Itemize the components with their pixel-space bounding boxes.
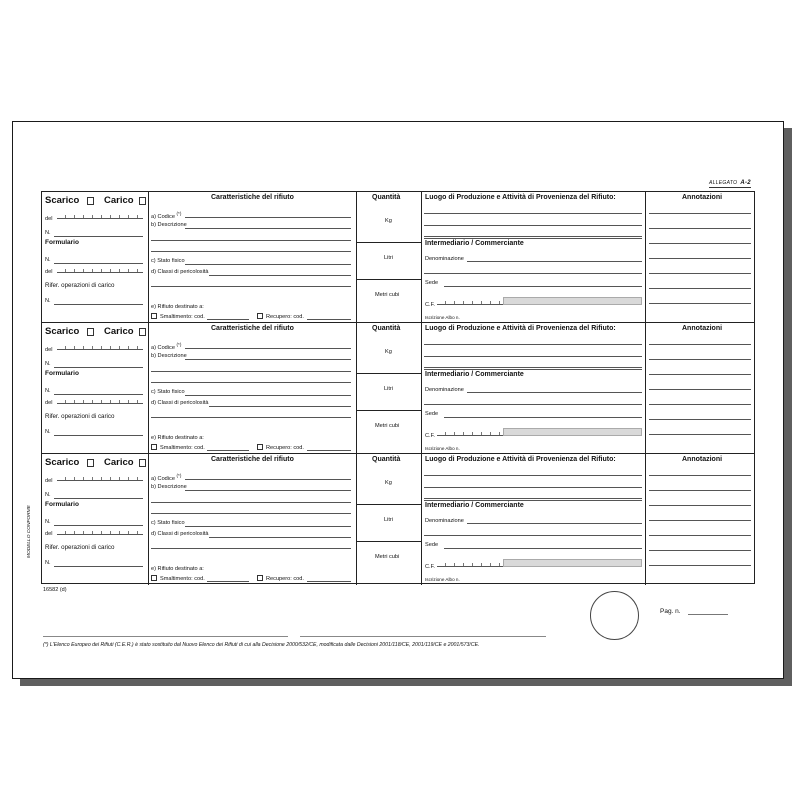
notes-line[interactable] <box>649 565 751 566</box>
scarico-checkbox[interactable] <box>87 328 94 336</box>
denominazione-field[interactable] <box>467 261 642 262</box>
luogo-field-2[interactable] <box>424 225 642 226</box>
carico-checkbox[interactable] <box>139 197 146 205</box>
quantita-header: Quantità <box>372 325 401 332</box>
codice-field[interactable] <box>185 348 351 349</box>
formulario-number-field[interactable] <box>54 263 143 264</box>
notes-line[interactable] <box>649 344 751 345</box>
recupero-checkbox[interactable] <box>257 313 263 319</box>
intermediario-header: Intermediario / Commerciante <box>425 371 524 378</box>
notes-line[interactable] <box>649 419 751 420</box>
notes-line[interactable] <box>649 505 751 506</box>
notes-line[interactable] <box>649 389 751 390</box>
stato-fisico-field[interactable] <box>185 526 351 527</box>
luogo-field-2[interactable] <box>424 356 642 357</box>
scarico-label: Scarico <box>45 326 80 337</box>
annotazioni-header: Annotazioni <box>682 325 723 332</box>
stato-fisico-label: c) Stato fisico <box>151 258 185 264</box>
recupero-field[interactable] <box>307 319 351 320</box>
smaltimento-label: Smaltimento: cod. <box>160 445 205 451</box>
luogo-field-3[interactable] <box>424 498 642 499</box>
quantity-divider <box>357 279 421 280</box>
register-entry <box>42 192 754 323</box>
luogo-field-1[interactable] <box>424 475 642 476</box>
origin-column <box>422 454 646 585</box>
luogo-field-1[interactable] <box>424 344 642 345</box>
descrizione-field-3[interactable] <box>151 513 351 514</box>
quantita-header: Quantità <box>372 194 401 201</box>
quantity-divider <box>357 504 421 505</box>
caratteristiche-header: Caratteristiche del rifiuto <box>211 456 294 463</box>
scarico-label: Scarico <box>45 457 80 468</box>
smaltimento-checkbox[interactable] <box>151 313 157 319</box>
scarico-checkbox[interactable] <box>87 459 94 467</box>
notes-line[interactable] <box>649 273 751 274</box>
caratteristiche-header: Caratteristiche del rifiuto <box>211 325 294 332</box>
quantity-column <box>357 323 422 453</box>
cf-field[interactable] <box>437 299 503 305</box>
quantity-divider <box>357 410 421 411</box>
notes-line[interactable] <box>649 243 751 244</box>
formulario-number-label: N. <box>45 257 51 263</box>
destinato-label: e) Rifiuto destinato a: <box>151 566 204 572</box>
cf-field-shaded <box>503 428 642 436</box>
formulario-number-field[interactable] <box>54 394 143 395</box>
formulario-number-label: N. <box>45 519 51 525</box>
notes-line[interactable] <box>649 258 751 259</box>
codice-text: a) Codice <box>151 344 175 351</box>
luogo-field-1[interactable] <box>424 213 642 214</box>
descrizione-label: b) Descrizione <box>151 484 187 490</box>
notes-line[interactable] <box>649 228 751 229</box>
smaltimento-label: Smaltimento: cod. <box>160 314 205 320</box>
recupero-checkbox[interactable] <box>257 575 263 581</box>
sede-label: Sede <box>425 542 439 548</box>
unit-litri: Litri <box>384 517 394 523</box>
carico-label: Carico <box>104 326 134 337</box>
formulario-date-field[interactable] <box>57 398 143 404</box>
annex-label <box>709 180 751 188</box>
iscrizione-label: Iscrizione Albo n. <box>425 315 460 320</box>
formulario-date-field[interactable] <box>57 529 143 535</box>
cf-label: C.F. <box>425 433 435 439</box>
footnote-rule <box>300 636 546 637</box>
codice-label <box>151 342 181 351</box>
descrizione-field-3[interactable] <box>151 251 351 252</box>
smaltimento-field[interactable] <box>207 450 249 451</box>
rifer-number-field[interactable] <box>54 304 143 305</box>
descrizione-field[interactable] <box>185 228 351 229</box>
cf-field-shaded <box>503 559 642 567</box>
side-text: MODELLO CONFORME <box>27 505 32 558</box>
formulario-number-field[interactable] <box>54 525 143 526</box>
cf-field[interactable] <box>437 561 503 567</box>
notes-line[interactable] <box>649 359 751 360</box>
cf-field-shaded <box>503 297 642 305</box>
classi-field[interactable] <box>209 275 351 276</box>
rifer-label: Rifer. operazioni di carico <box>45 544 115 551</box>
descrizione-field-3[interactable] <box>151 382 351 383</box>
stato-fisico-label: c) Stato fisico <box>151 520 185 526</box>
codice-label <box>151 211 181 220</box>
footnote-rule <box>43 636 288 637</box>
formulario-label: Formulario <box>45 370 79 377</box>
classi-label: d) Classi di pericolosità <box>151 400 209 406</box>
page-number-label: Pag. n. <box>660 608 681 615</box>
recupero-label: Recupero: cod. <box>266 445 304 451</box>
register-entry <box>42 454 754 585</box>
codice-note: (*) <box>176 211 182 216</box>
scarico-label: Scarico <box>45 195 80 206</box>
denominazione-field-2[interactable] <box>424 273 642 274</box>
codice-note: (*) <box>176 473 182 478</box>
carico-checkbox[interactable] <box>139 328 146 336</box>
descrizione-field-2[interactable] <box>151 240 351 241</box>
page-number-field[interactable] <box>688 614 728 615</box>
origin-column <box>422 192 646 322</box>
load-unload-column <box>42 323 149 453</box>
quantita-header: Quantità <box>372 456 401 463</box>
unit-metri-cubi: Metri cubi <box>375 423 400 429</box>
smaltimento-label: Smaltimento: cod. <box>160 576 205 582</box>
recupero-field[interactable] <box>307 581 351 582</box>
luogo-field-2[interactable] <box>424 487 642 488</box>
notes-line[interactable] <box>649 550 751 551</box>
cf-label: C.F. <box>425 564 435 570</box>
recupero-field[interactable] <box>307 450 351 451</box>
descrizione-field[interactable] <box>185 490 351 491</box>
luogo-field-3[interactable] <box>424 236 642 237</box>
smaltimento-checkbox[interactable] <box>151 575 157 581</box>
notes-line[interactable] <box>649 374 751 375</box>
denominazione-field[interactable] <box>467 392 642 393</box>
unit-metri-cubi: Metri cubi <box>375 554 400 560</box>
luogo-header: Luogo di Produzione e Attività di Provenienza del Rifiuto: <box>425 325 616 332</box>
codice-field[interactable] <box>185 479 351 480</box>
descrizione-label: b) Descrizione <box>151 222 187 228</box>
formulario-del-label: del <box>45 400 53 406</box>
number-field[interactable] <box>54 236 143 237</box>
formulario-del-label: del <box>45 531 53 537</box>
formulario-label: Formulario <box>45 239 79 246</box>
register-entry <box>42 323 754 454</box>
sede-label: Sede <box>425 411 439 417</box>
notes-line[interactable] <box>649 490 751 491</box>
quantity-divider <box>357 541 421 542</box>
number-label: N. <box>45 230 51 236</box>
rifer-number-field[interactable] <box>54 566 143 567</box>
rifer-label: Rifer. operazioni di carico <box>45 282 115 289</box>
annotazioni-header: Annotazioni <box>682 194 723 201</box>
notes-line[interactable] <box>649 535 751 536</box>
cf-label: C.F. <box>425 302 435 308</box>
unit-kg: Kg <box>385 480 392 486</box>
del-label: del <box>45 216 53 222</box>
sede-field[interactable] <box>444 417 642 418</box>
notes-column <box>646 454 754 585</box>
origin-column <box>422 323 646 453</box>
form-code: 16582 (d) <box>43 587 67 593</box>
waste-characteristics-column <box>149 323 357 453</box>
date-field[interactable] <box>57 475 143 481</box>
date-field[interactable] <box>57 213 143 219</box>
del-label: del <box>45 478 53 484</box>
classi-label: d) Classi di pericolosità <box>151 531 209 537</box>
iscrizione-label: Iscrizione Albo n. <box>425 577 460 582</box>
number-field[interactable] <box>54 367 143 368</box>
waste-characteristics-column <box>149 192 357 322</box>
luogo-field-3b <box>424 238 642 239</box>
descrizione-field-2[interactable] <box>151 502 351 503</box>
luogo-field-3b <box>424 369 642 370</box>
stato-fisico-field[interactable] <box>185 264 351 265</box>
descrizione-label: b) Descrizione <box>151 353 187 359</box>
annex-label-text: ALLEGATO <box>709 180 738 186</box>
notes-column <box>646 192 754 322</box>
classi-label: d) Classi di pericolosità <box>151 269 209 275</box>
denominazione-label: Denominazione <box>425 518 464 524</box>
recupero-checkbox[interactable] <box>257 444 263 450</box>
luogo-field-3[interactable] <box>424 367 642 368</box>
denominazione-field-2[interactable] <box>424 404 642 405</box>
destinato-label: e) Rifiuto destinato a: <box>151 304 204 310</box>
cf-field[interactable] <box>437 430 503 436</box>
formulario-del-label: del <box>45 269 53 275</box>
annex-code: A-2 <box>740 180 751 186</box>
classi-field-2[interactable] <box>151 417 351 418</box>
smaltimento-checkbox[interactable] <box>151 444 157 450</box>
codice-field[interactable] <box>185 217 351 218</box>
classi-field[interactable] <box>209 537 351 538</box>
notes-line[interactable] <box>649 520 751 521</box>
number-field[interactable] <box>54 498 143 499</box>
unit-metri-cubi: Metri cubi <box>375 292 400 298</box>
carico-label: Carico <box>104 457 134 468</box>
sede-label: Sede <box>425 280 439 286</box>
descrizione-field-2[interactable] <box>151 371 351 372</box>
classi-field[interactable] <box>209 406 351 407</box>
unit-kg: Kg <box>385 218 392 224</box>
rifer-number-label: N. <box>45 298 51 304</box>
scarico-checkbox[interactable] <box>87 197 94 205</box>
quantity-divider <box>357 373 421 374</box>
denominazione-field-2[interactable] <box>424 535 642 536</box>
rifer-number-label: N. <box>45 560 51 566</box>
smaltimento-field[interactable] <box>207 319 249 320</box>
descrizione-field[interactable] <box>185 359 351 360</box>
stato-fisico-label: c) Stato fisico <box>151 389 185 395</box>
unit-litri: Litri <box>384 386 394 392</box>
number-label: N. <box>45 361 51 367</box>
rifer-label: Rifer. operazioni di carico <box>45 413 115 420</box>
date-field[interactable] <box>57 344 143 350</box>
classi-field-2[interactable] <box>151 548 351 549</box>
rifer-number-field[interactable] <box>54 435 143 436</box>
notes-line[interactable] <box>649 288 751 289</box>
footnote: (*) L'Elenco Europeo dei Rifiuti (C.E.R.) è stato sostituito dal Nuovo Elenco dei Rifiuti di cui alla Decisione 2000/532/CE, modificata dalle Decisioni 2001/118/CE, 2001/119/CE e 2001/573/CE. <box>43 642 480 648</box>
iscrizione-label: Iscrizione Albo n. <box>425 446 460 451</box>
notes-line[interactable] <box>649 213 751 214</box>
codice-note: (*) <box>176 342 182 347</box>
carico-label: Carico <box>104 195 134 206</box>
load-unload-column <box>42 454 149 585</box>
classi-field-2[interactable] <box>151 286 351 287</box>
notes-line[interactable] <box>649 434 751 435</box>
destinato-label: e) Rifiuto destinato a: <box>151 435 204 441</box>
luogo-field-3b <box>424 500 642 501</box>
sede-field[interactable] <box>444 286 642 287</box>
quantity-column <box>357 454 422 585</box>
denominazione-field[interactable] <box>467 523 642 524</box>
notes-line[interactable] <box>649 404 751 405</box>
codice-text: a) Codice <box>151 475 175 482</box>
formulario-date-field[interactable] <box>57 267 143 273</box>
rifer-number-label: N. <box>45 429 51 435</box>
stato-fisico-field[interactable] <box>185 395 351 396</box>
load-unload-column <box>42 192 149 322</box>
luogo-header: Luogo di Produzione e Attività di Provenienza del Rifiuto: <box>425 456 616 463</box>
notes-line[interactable] <box>649 303 751 304</box>
notes-column <box>646 323 754 453</box>
recupero-label: Recupero: cod. <box>266 576 304 582</box>
caratteristiche-header: Caratteristiche del rifiuto <box>211 194 294 201</box>
notes-line[interactable] <box>649 475 751 476</box>
annotazioni-header: Annotazioni <box>682 456 723 463</box>
formulario-label: Formulario <box>45 501 79 508</box>
quantity-column <box>357 192 422 322</box>
smaltimento-field[interactable] <box>207 581 249 582</box>
intermediario-header: Intermediario / Commerciante <box>425 502 524 509</box>
luogo-header: Luogo di Produzione e Attività di Provenienza del Rifiuto: <box>425 194 616 201</box>
recupero-label: Recupero: cod. <box>266 314 304 320</box>
sede-field[interactable] <box>444 548 642 549</box>
waste-characteristics-column <box>149 454 357 585</box>
number-label: N. <box>45 492 51 498</box>
unit-litri: Litri <box>384 255 394 261</box>
codice-label <box>151 473 181 482</box>
denominazione-label: Denominazione <box>425 387 464 393</box>
waste-register-form <box>41 191 755 584</box>
stamp-circle <box>590 591 639 640</box>
intermediario-header: Intermediario / Commerciante <box>425 240 524 247</box>
denominazione-label: Denominazione <box>425 256 464 262</box>
quantity-divider <box>357 242 421 243</box>
del-label: del <box>45 347 53 353</box>
unit-kg: Kg <box>385 349 392 355</box>
formulario-number-label: N. <box>45 388 51 394</box>
codice-text: a) Codice <box>151 213 175 220</box>
carico-checkbox[interactable] <box>139 459 146 467</box>
